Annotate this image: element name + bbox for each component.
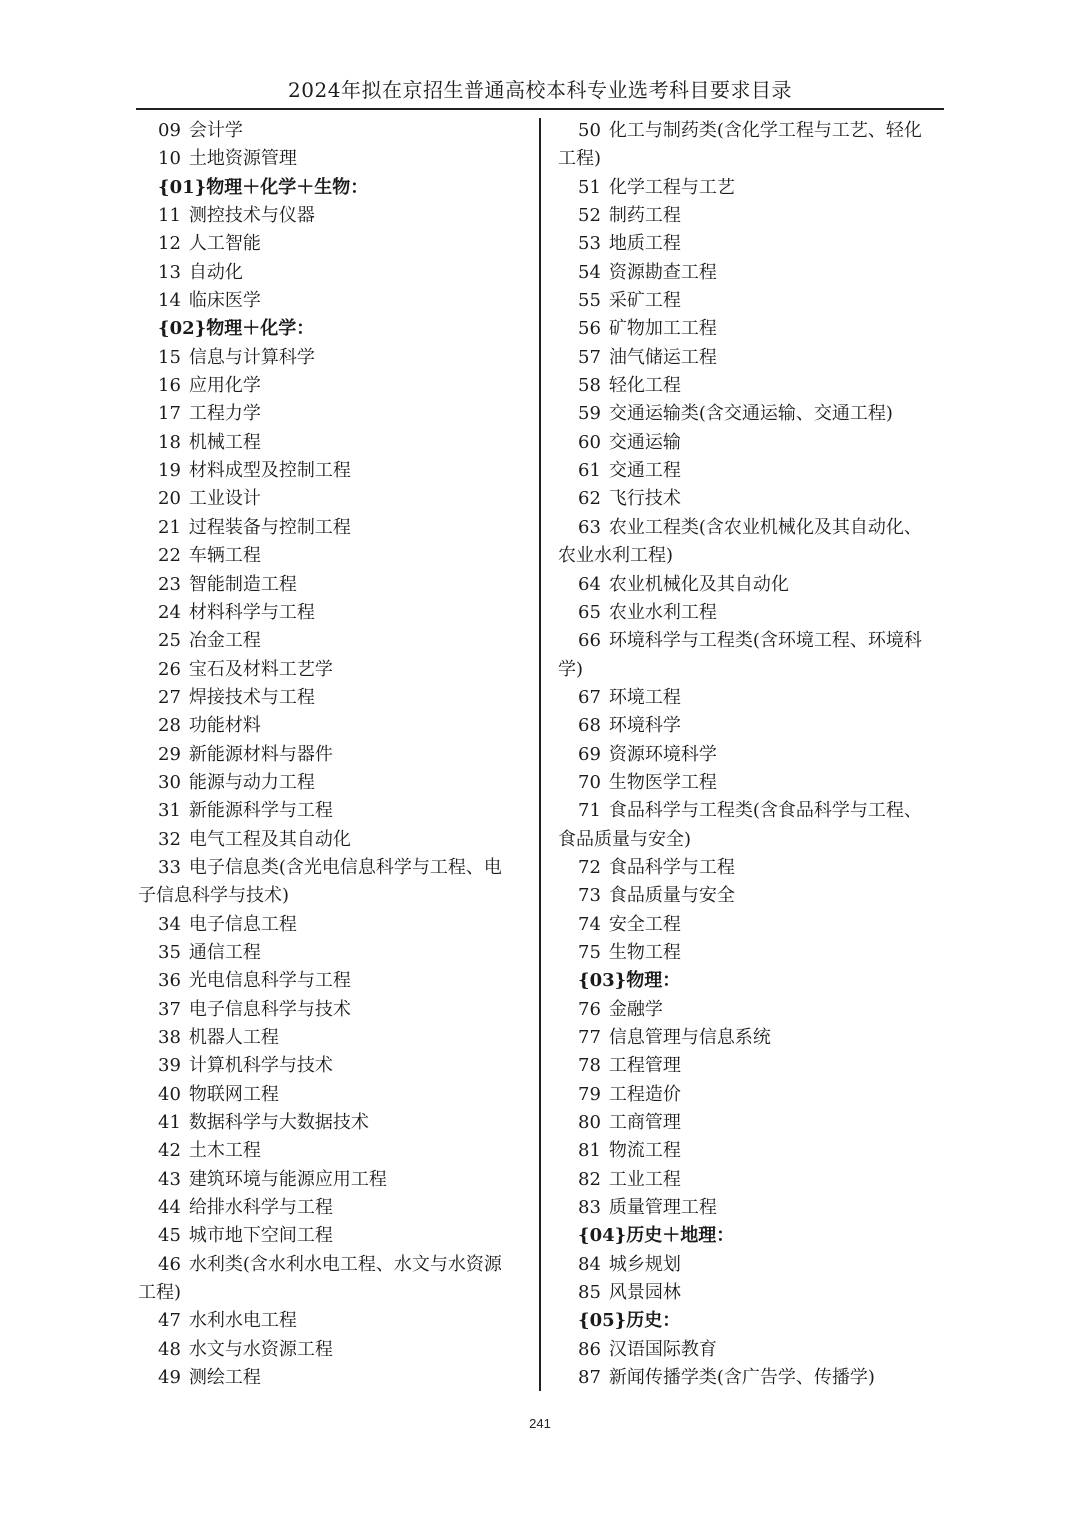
item-label: 质量管理工程	[608, 1197, 717, 1219]
item-number: 41	[158, 1112, 181, 1134]
item-number: 56	[578, 318, 601, 340]
item-number: 39	[158, 1055, 181, 1077]
item-label: 车辆工程	[188, 545, 261, 567]
list-item	[558, 230, 942, 258]
list-item	[558, 741, 942, 769]
list-item	[138, 400, 522, 428]
item-label: 工业设计	[188, 488, 261, 510]
item-number: 34	[158, 913, 181, 935]
item-number: 46	[158, 1253, 181, 1275]
item-label: 电气工程及其自动化	[188, 828, 351, 850]
item-number: 65	[578, 601, 601, 623]
list-item	[558, 202, 942, 230]
item-label: 金融学	[608, 998, 663, 1020]
item-label: 环境科学	[608, 715, 681, 737]
item-label: 电子信息工程	[188, 913, 297, 935]
item-number: 64	[578, 573, 601, 595]
item-number: 49	[158, 1367, 181, 1389]
item-label: 工程管理	[608, 1055, 681, 1077]
item-number: 80	[578, 1112, 601, 1134]
item-label: 交通运输类(含交通运输、交通工程)	[608, 403, 893, 425]
list-item	[558, 1024, 942, 1052]
list-item	[138, 854, 522, 882]
item-number: 83	[578, 1197, 601, 1219]
item-label: 轻化工程	[608, 375, 681, 397]
list-item	[138, 911, 522, 939]
item-label: 自动化	[188, 261, 243, 283]
item-number: 13	[158, 261, 181, 283]
item-number: 82	[578, 1168, 601, 1190]
item-number: 60	[578, 431, 601, 453]
item-label: 水利水电工程	[188, 1310, 297, 1332]
list-item	[138, 599, 522, 627]
item-label: 人工智能	[188, 233, 261, 255]
list-item	[138, 684, 522, 712]
list-item	[138, 1194, 522, 1222]
item-number: 68	[578, 715, 601, 737]
list-item	[558, 400, 942, 428]
item-number: 33	[158, 856, 181, 878]
list-item	[558, 117, 942, 145]
item-number: 52	[578, 205, 601, 227]
item-label: 地质工程	[608, 233, 681, 255]
item-label: 飞行技术	[608, 488, 681, 510]
item-number: 69	[578, 743, 601, 765]
list-item	[138, 287, 522, 315]
item-label: 土地资源管理	[188, 148, 297, 170]
item-number: 84	[578, 1253, 601, 1275]
item-number: 59	[578, 403, 601, 425]
item-number: 26	[158, 658, 181, 680]
item-number: 17	[158, 403, 181, 425]
list-item	[138, 571, 522, 599]
list-item	[138, 514, 522, 542]
item-label: 资源环境科学	[608, 743, 717, 765]
list-item-continuation: 工程)	[138, 1282, 182, 1304]
item-label: 土木工程	[188, 1140, 261, 1162]
subject-group-heading: {03}物理：	[578, 970, 681, 992]
list-item	[558, 684, 942, 712]
item-label: 信息与计算科学	[188, 346, 315, 368]
list-item	[558, 259, 942, 287]
list-item	[558, 882, 942, 910]
list-item-continuation: 子信息科学与技术)	[138, 885, 290, 907]
item-label: 工业工程	[608, 1168, 681, 1190]
list-item	[558, 1194, 942, 1222]
list-item	[558, 457, 942, 485]
subject-group-heading: {05}历史：	[578, 1310, 681, 1332]
item-label: 光电信息科学与工程	[188, 970, 351, 992]
list-item	[558, 344, 942, 372]
item-number: 47	[158, 1310, 181, 1332]
item-label: 功能材料	[188, 715, 261, 737]
item-label: 冶金工程	[188, 630, 261, 652]
list-item	[558, 769, 942, 797]
list-item	[558, 996, 942, 1024]
list-item	[558, 1251, 942, 1279]
item-number: 31	[158, 800, 181, 822]
item-number: 63	[578, 516, 601, 538]
item-label: 环境工程	[608, 686, 681, 708]
list-item	[558, 1166, 942, 1194]
list-item	[138, 967, 522, 995]
item-label: 宝石及材料工艺学	[188, 658, 333, 680]
page-number: 241	[529, 1416, 551, 1431]
item-number: 11	[158, 205, 181, 227]
list-item	[558, 627, 942, 655]
item-label: 应用化学	[188, 375, 261, 397]
list-item	[138, 117, 522, 145]
list-item	[558, 1336, 942, 1364]
item-label: 交通运输	[608, 431, 681, 453]
item-number: 18	[158, 431, 181, 453]
list-item	[558, 429, 942, 457]
list-item	[558, 712, 942, 740]
list-item	[138, 826, 522, 854]
item-label: 新闻传播学类(含广告学、传播学)	[608, 1367, 875, 1389]
item-number: 78	[578, 1055, 601, 1077]
item-number: 48	[158, 1338, 181, 1360]
item-number: 54	[578, 261, 601, 283]
left-column	[138, 117, 522, 1392]
item-label: 工程造价	[608, 1083, 681, 1105]
list-item	[138, 939, 522, 967]
list-item	[138, 1222, 522, 1250]
item-number: 71	[578, 800, 601, 822]
list-item	[558, 1081, 942, 1109]
list-item	[138, 230, 522, 258]
item-number: 37	[158, 998, 181, 1020]
item-label: 测绘工程	[188, 1367, 261, 1389]
item-label: 会计学	[188, 120, 243, 141]
list-item	[138, 741, 522, 769]
item-label: 制药工程	[608, 205, 681, 227]
item-label: 电子信息类(含光电信息科学与工程、电	[188, 856, 502, 878]
item-label: 生物医学工程	[608, 771, 717, 793]
item-number: 86	[578, 1338, 601, 1360]
item-number: 87	[578, 1367, 601, 1389]
item-number: 09	[158, 120, 181, 141]
header-rule	[136, 108, 944, 110]
item-number: 23	[158, 573, 181, 595]
item-label: 农业工程类(含农业机械化及其自动化、	[608, 516, 922, 538]
item-label: 测控技术与仪器	[188, 205, 315, 227]
item-number: 16	[158, 375, 181, 397]
item-label: 工程力学	[188, 403, 261, 425]
list-item	[138, 145, 522, 173]
list-item	[138, 797, 522, 825]
item-label: 环境科学与工程类(含环境工程、环境科	[608, 630, 922, 652]
item-label: 物流工程	[608, 1140, 681, 1162]
item-number: 77	[578, 1027, 601, 1048]
list-item	[138, 202, 522, 230]
list-item	[558, 1109, 942, 1137]
item-label: 材料成型及控制工程	[188, 460, 351, 482]
list-item	[138, 1251, 522, 1279]
item-label: 矿物加工工程	[608, 318, 717, 340]
list-item	[558, 939, 942, 967]
item-number: 81	[578, 1140, 601, 1162]
list-item	[558, 1052, 942, 1080]
item-number: 76	[578, 998, 601, 1020]
list-item	[558, 1364, 942, 1392]
item-label: 采矿工程	[608, 290, 681, 312]
item-number: 30	[158, 771, 181, 793]
column-divider	[539, 118, 541, 1391]
list-item	[138, 542, 522, 570]
subject-group-heading: {02}物理＋化学：	[158, 318, 315, 340]
list-item	[558, 287, 942, 315]
item-label: 农业机械化及其自动化	[608, 573, 789, 595]
list-item	[558, 1279, 942, 1307]
list-item	[138, 769, 522, 797]
item-number: 25	[158, 630, 181, 652]
list-item-continuation: 食品质量与安全)	[558, 828, 692, 850]
list-item	[558, 599, 942, 627]
item-label: 资源勘查工程	[608, 261, 717, 283]
subject-group-heading: {04}历史＋地理：	[578, 1225, 735, 1247]
list-item	[558, 174, 942, 202]
right-column	[558, 117, 942, 1392]
item-number: 44	[158, 1197, 181, 1219]
page-title: 2024年拟在京招生普通高校本科专业选考科目要求目录	[288, 78, 792, 102]
item-number: 27	[158, 686, 181, 708]
item-number: 21	[158, 516, 181, 538]
item-label: 数据科学与大数据技术	[188, 1112, 369, 1134]
list-item	[558, 854, 942, 882]
item-label: 化工与制药类(含化学工程与工艺、轻化	[608, 120, 922, 141]
list-item-continuation: 学)	[558, 658, 584, 680]
list-item	[138, 656, 522, 684]
item-label: 生物工程	[608, 941, 681, 963]
item-number: 50	[578, 120, 601, 141]
item-label: 物联网工程	[188, 1083, 279, 1105]
subject-group-heading: {01}物理＋化学＋生物：	[158, 176, 369, 198]
item-number: 57	[578, 346, 601, 368]
list-item	[138, 1081, 522, 1109]
item-number: 53	[578, 233, 601, 255]
item-label: 能源与动力工程	[188, 771, 315, 793]
item-label: 建筑环境与能源应用工程	[188, 1168, 387, 1190]
item-label: 水利类(含水利水电工程、水文与水资源	[188, 1253, 502, 1275]
item-label: 化学工程与工艺	[608, 176, 735, 198]
list-item	[138, 1364, 522, 1392]
item-label: 安全工程	[608, 913, 681, 935]
item-number: 14	[158, 290, 181, 312]
item-number: 62	[578, 488, 601, 510]
item-number: 66	[578, 630, 601, 652]
item-number: 19	[158, 460, 181, 482]
item-label: 食品科学与工程类(含食品科学与工程、	[608, 800, 922, 822]
item-label: 通信工程	[188, 941, 261, 963]
list-item	[558, 485, 942, 513]
item-label: 城市地下空间工程	[188, 1225, 333, 1247]
item-label: 交通工程	[608, 460, 681, 482]
list-item	[138, 1109, 522, 1137]
item-label: 农业水利工程	[608, 601, 717, 623]
item-label: 食品质量与安全	[608, 885, 735, 907]
item-label: 电子信息科学与技术	[188, 998, 351, 1020]
item-number: 10	[158, 148, 181, 170]
list-item	[558, 372, 942, 400]
item-number: 67	[578, 686, 601, 708]
item-number: 73	[578, 885, 601, 907]
item-number: 70	[578, 771, 601, 793]
list-item	[558, 315, 942, 343]
item-label: 计算机科学与技术	[188, 1055, 333, 1077]
item-number: 40	[158, 1083, 181, 1105]
list-item	[138, 485, 522, 513]
list-item	[138, 1052, 522, 1080]
item-number: 85	[578, 1282, 601, 1304]
item-number: 72	[578, 856, 601, 878]
list-item	[138, 627, 522, 655]
item-number: 38	[158, 1027, 181, 1048]
item-label: 食品科学与工程	[608, 856, 735, 878]
item-number: 24	[158, 601, 181, 623]
item-label: 城乡规划	[608, 1253, 681, 1275]
list-item	[138, 712, 522, 740]
item-label: 新能源科学与工程	[188, 800, 333, 822]
item-number: 45	[158, 1225, 181, 1247]
list-item	[558, 797, 942, 825]
item-label: 机械工程	[188, 431, 261, 453]
item-number: 58	[578, 375, 601, 397]
list-item	[138, 259, 522, 287]
list-item	[138, 1166, 522, 1194]
list-item	[138, 1137, 522, 1165]
item-label: 材料科学与工程	[188, 601, 315, 623]
list-item-continuation: 农业水利工程)	[558, 545, 674, 567]
item-number: 61	[578, 460, 601, 482]
list-item	[138, 429, 522, 457]
list-item	[558, 911, 942, 939]
item-number: 32	[158, 828, 181, 850]
list-item	[138, 1307, 522, 1335]
item-number: 15	[158, 346, 181, 368]
item-label: 油气储运工程	[608, 346, 717, 368]
item-number: 75	[578, 941, 601, 963]
item-label: 水文与水资源工程	[188, 1338, 333, 1360]
item-label: 新能源材料与器件	[188, 743, 333, 765]
item-label: 信息管理与信息系统	[608, 1027, 771, 1048]
list-item	[558, 1137, 942, 1165]
list-item	[138, 996, 522, 1024]
item-label: 过程装备与控制工程	[188, 516, 351, 538]
item-label: 汉语国际教育	[608, 1338, 717, 1360]
item-number: 42	[158, 1140, 181, 1162]
item-number: 12	[158, 233, 181, 255]
item-number: 51	[578, 176, 601, 198]
item-label: 风景园林	[608, 1282, 681, 1304]
item-number: 79	[578, 1083, 601, 1105]
item-number: 35	[158, 941, 181, 963]
item-number: 36	[158, 970, 181, 992]
item-number: 28	[158, 715, 181, 737]
item-label: 智能制造工程	[188, 573, 297, 595]
item-label: 给排水科学与工程	[188, 1197, 333, 1219]
list-item	[138, 372, 522, 400]
item-number: 22	[158, 545, 181, 567]
item-number: 29	[158, 743, 181, 765]
list-item	[138, 344, 522, 372]
list-item	[138, 457, 522, 485]
item-number: 74	[578, 913, 601, 935]
list-item-continuation: 工程)	[558, 148, 602, 170]
item-label: 焊接技术与工程	[188, 686, 315, 708]
item-label: 机器人工程	[188, 1027, 279, 1048]
item-label: 临床医学	[188, 290, 261, 312]
list-item	[558, 571, 942, 599]
item-number: 55	[578, 290, 601, 312]
list-item	[558, 514, 942, 542]
item-number: 43	[158, 1168, 181, 1190]
list-item	[138, 1024, 522, 1052]
list-item	[138, 1336, 522, 1364]
item-number: 20	[158, 488, 181, 510]
item-label: 工商管理	[608, 1112, 681, 1134]
